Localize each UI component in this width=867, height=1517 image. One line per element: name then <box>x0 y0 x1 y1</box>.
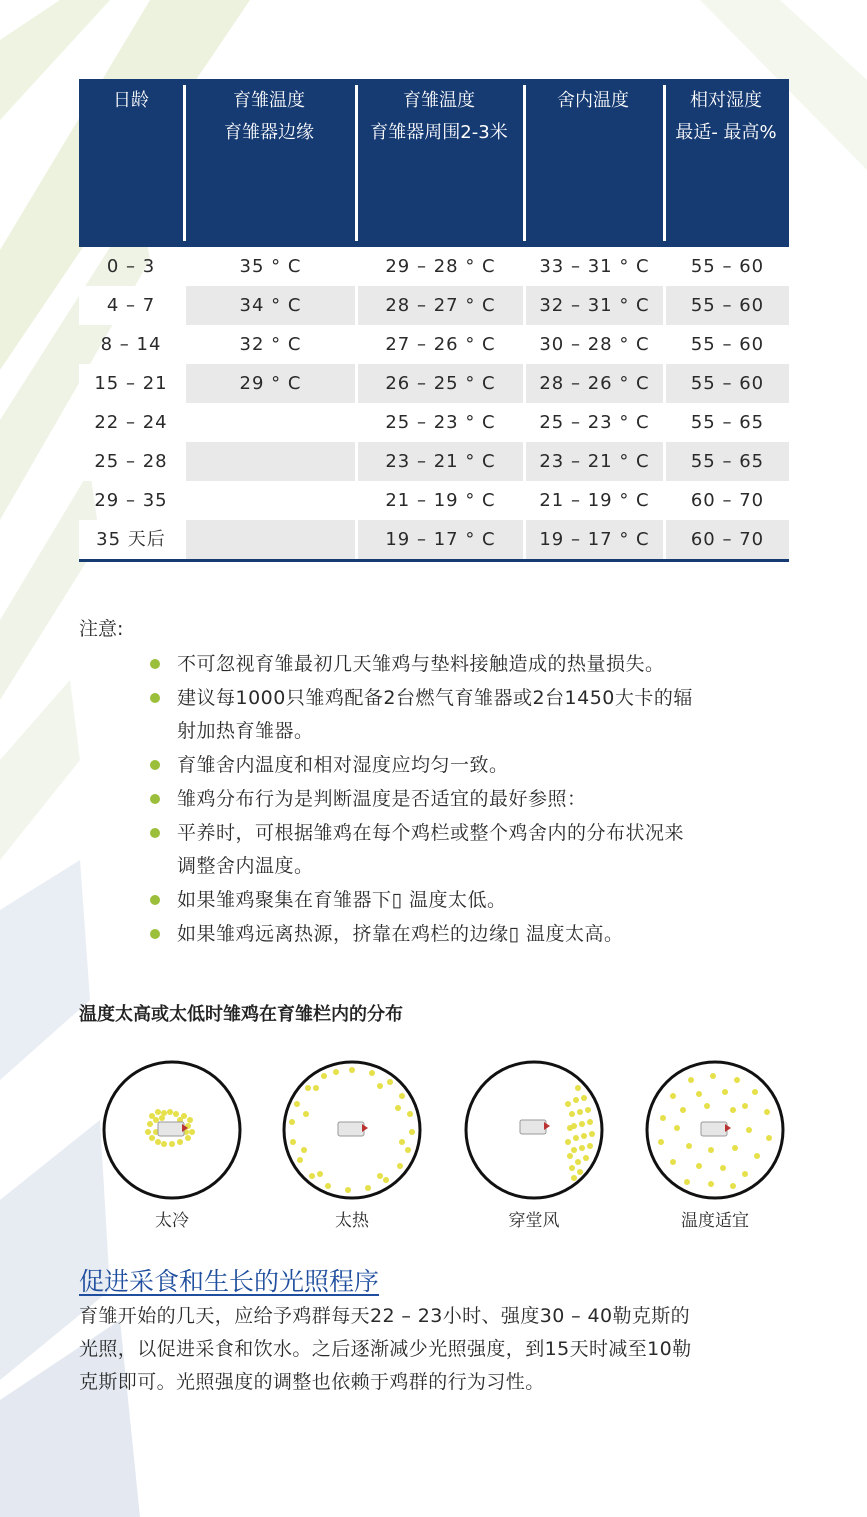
cell-edge-temp: 32 ° C <box>183 325 355 364</box>
cell-age: 35 天后 <box>79 520 183 559</box>
bullet-icon <box>150 659 160 669</box>
list-item: 如果雏鸡远离热源，挤靠在鸡栏的边缘▯ 温度太高。 <box>150 918 800 951</box>
cell-age: 25 – 28 <box>79 442 183 481</box>
header-relative-humidity: 相对湿度 最适- 最高% <box>663 79 789 247</box>
cell-house-temp: 32 – 31 ° C <box>523 286 663 325</box>
list-item: 平养时，可根据雏鸡在每个鸡栏或整个鸡舍内的分布状况来 调整舍内温度。 <box>150 817 800 883</box>
cell-edge-temp: 35 ° C <box>183 247 355 286</box>
bullet-icon <box>150 760 160 770</box>
cell-house-temp: 25 – 23 ° C <box>523 403 663 442</box>
cell-edge-temp <box>183 481 355 520</box>
cell-house-temp: 33 – 31 ° C <box>523 247 663 286</box>
bullet-icon <box>150 929 160 939</box>
notes-title: 注意: <box>79 618 124 640</box>
cell-house-temp: 21 – 19 ° C <box>523 481 663 520</box>
circle-label: 温度适宜 <box>681 1211 749 1231</box>
cell-age: 22 – 24 <box>94 412 168 433</box>
table-body <box>79 247 789 562</box>
brooder-pen-comfortable-diagram <box>643 1058 787 1202</box>
table-header <box>79 79 789 247</box>
list-item: 不可忽视育雏最初几天雏鸡与垫料接触造成的热量损失。 <box>150 648 800 681</box>
cell-edge-temp: 34 ° C <box>183 286 355 325</box>
cell-house-temp: 28 – 26 ° C <box>523 364 663 403</box>
list-item: 如果雏鸡聚集在育雏器下▯ 温度太低。 <box>150 884 800 917</box>
circle-comfortable <box>640 1058 790 1231</box>
circle-label: 太热 <box>335 1211 369 1231</box>
bullet-icon <box>150 794 160 804</box>
table-row <box>79 520 789 559</box>
brooding-temperature-table <box>79 79 789 562</box>
table-row <box>79 364 789 403</box>
cell-surround-temp: 29 – 28 ° C <box>355 247 523 286</box>
cell-humidity: 55 – 60 <box>663 286 789 325</box>
circle-too-cold <box>97 1058 247 1231</box>
cell-age: 4 – 7 <box>79 286 183 325</box>
bullet-icon <box>150 693 160 703</box>
bullet-icon <box>150 828 160 838</box>
cell-age: 8 – 14 <box>100 334 162 355</box>
circle-too-hot <box>277 1058 427 1231</box>
cell-humidity: 55 – 65 <box>663 442 789 481</box>
cell-surround-temp: 27 – 26 ° C <box>355 325 523 364</box>
cell-house-temp: 19 – 17 ° C <box>523 520 663 559</box>
cell-surround-temp: 21 – 19 ° C <box>355 481 523 520</box>
cell-house-temp: 30 – 28 ° C <box>523 325 663 364</box>
cell-surround-temp: 19 – 17 ° C <box>355 520 523 559</box>
header-brooder-surrounding-temp: 育雏温度 育雏器周围2-3米 <box>355 79 523 247</box>
list-item: 建议每1000只雏鸡配备2台燃气育雏器或2台1450大卡的辐 射加热育雏器。 <box>150 682 800 748</box>
cell-humidity: 55 – 60 <box>663 364 789 403</box>
cell-humidity: 60 – 70 <box>663 481 789 520</box>
cell-humidity: 55 – 65 <box>663 403 789 442</box>
lighting-paragraph: 育雏开始的几天，应给予鸡群每天22 – 23小时、强度30 – 40勒克斯的 光照，以促进采食和饮水。之后逐渐减少光照强度，到15天时减至10勒 克斯即可。光照强度的调整也依赖于鸡群的行为习性。 <box>79 1305 692 1393</box>
cell-edge-temp <box>183 520 355 559</box>
cell-humidity: 55 – 60 <box>663 325 789 364</box>
cell-surround-temp: 25 – 23 ° C <box>355 403 523 442</box>
brooder-pen-cold-diagram <box>100 1058 244 1202</box>
circle-label: 穿堂风 <box>508 1211 560 1231</box>
cell-age: 29 – 35 <box>94 490 168 511</box>
bullet-icon <box>150 895 160 905</box>
cell-edge-temp <box>183 403 355 442</box>
header-brooder-edge-temp: 育雏温度 育雏器边缘 <box>183 79 355 247</box>
cell-surround-temp: 23 – 21 ° C <box>355 442 523 481</box>
circle-draught <box>459 1058 609 1231</box>
cell-edge-temp <box>183 442 355 481</box>
header-age: 日龄 <box>113 90 149 111</box>
cell-humidity: 55 – 60 <box>663 247 789 286</box>
table-row <box>79 325 789 364</box>
brooder-pen-hot-diagram <box>280 1058 424 1202</box>
list-item: 育雏舍内温度和相对湿度应均匀一致。 <box>150 749 800 782</box>
table-row <box>79 286 789 325</box>
list-item: 雏鸡分布行为是判断温度是否适宜的最好参照： <box>150 783 800 816</box>
distribution-title: 温度太高或太低时雏鸡在育雏栏内的分布 <box>79 1004 403 1025</box>
circle-label: 太冷 <box>155 1211 189 1231</box>
cell-age: 0 – 3 <box>106 256 156 277</box>
lighting-section-title: 促进采食和生长的光照程序 <box>79 1267 380 1296</box>
header-house-temp: 舍内温度 <box>523 79 663 247</box>
table-row <box>79 481 789 520</box>
cell-humidity: 60 – 70 <box>663 520 789 559</box>
cell-edge-temp: 29 ° C <box>183 364 355 403</box>
table-row <box>79 247 789 286</box>
cell-house-temp: 23 – 21 ° C <box>523 442 663 481</box>
cell-surround-temp: 26 – 25 ° C <box>355 364 523 403</box>
brooder-pen-draught-diagram <box>462 1058 606 1202</box>
notes-list <box>150 648 800 952</box>
table-row <box>79 442 789 481</box>
table-row <box>79 403 789 442</box>
cell-age: 15 – 21 <box>79 364 183 403</box>
cell-surround-temp: 28 – 27 ° C <box>355 286 523 325</box>
